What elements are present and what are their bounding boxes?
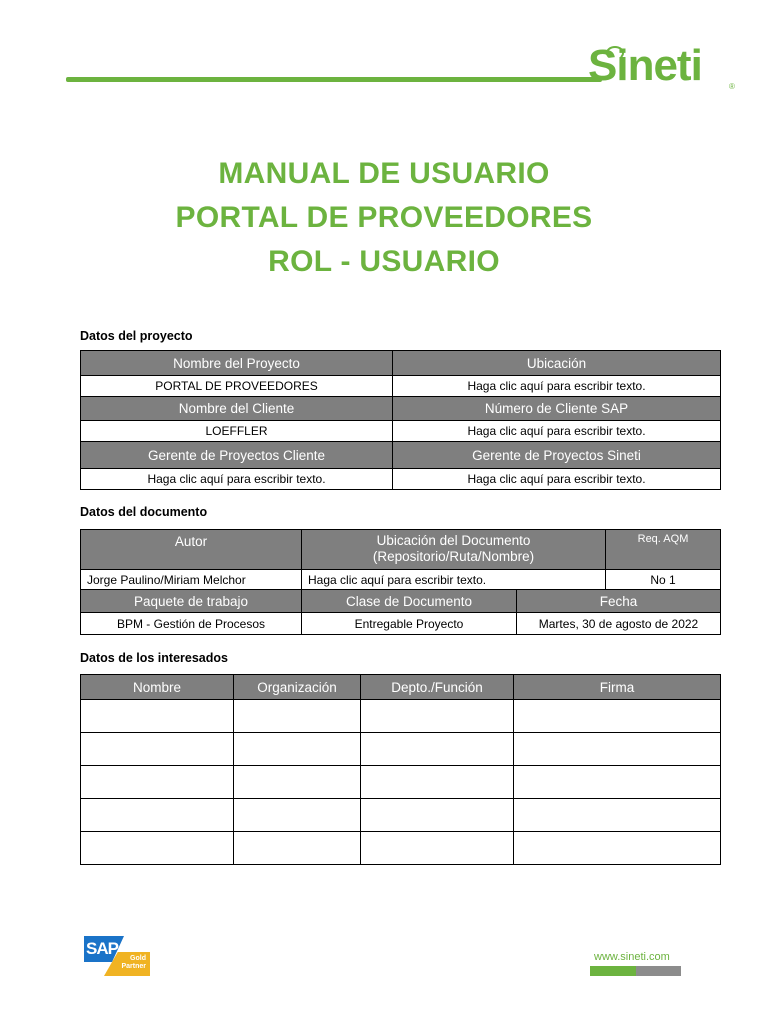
header-client-sap: Número de Cliente SAP <box>393 397 721 421</box>
table-row <box>81 733 721 766</box>
stakeholder-org-cell[interactable] <box>234 799 361 832</box>
document-title <box>0 152 768 284</box>
stakeholders-table <box>80 674 721 865</box>
table-row <box>81 766 721 799</box>
stakeholder-signature-cell[interactable] <box>514 799 721 832</box>
header-sineti-pm: Gerente de Proyectos Sineti <box>393 442 721 469</box>
table-row <box>81 469 721 490</box>
sineti-logo <box>588 40 738 96</box>
table-row <box>81 421 721 442</box>
header-doc-location-line1: Ubicación del Documento <box>376 533 531 548</box>
header-stakeholder-signature: Firma <box>514 675 721 700</box>
header-project-name: Nombre del Proyecto <box>81 351 393 376</box>
table-row <box>81 376 721 397</box>
stakeholder-signature-cell[interactable] <box>514 733 721 766</box>
doc-class-value: Entregable Proyecto <box>302 613 517 635</box>
header-doc-location-line2: (Repositorio/Ruta/Nombre) <box>372 549 535 564</box>
stakeholder-signature-cell[interactable] <box>514 700 721 733</box>
header-doc-location <box>302 530 606 570</box>
project-section-label: Datos del proyecto <box>80 329 193 343</box>
header-client-name: Nombre del Cliente <box>81 397 393 421</box>
logo-text: Sineti <box>588 41 702 90</box>
sap-gold-word: Gold <box>130 955 146 962</box>
stakeholder-name-cell[interactable] <box>81 832 234 865</box>
header-stakeholder-dept: Depto./Función <box>361 675 514 700</box>
document-table <box>80 529 721 635</box>
req-aqm-value: No 1 <box>606 570 721 590</box>
stakeholder-signature-cell[interactable] <box>514 766 721 799</box>
header-stakeholder-name: Nombre <box>81 675 234 700</box>
title-line-1: MANUAL DE USUARIO <box>218 157 550 190</box>
table-row <box>81 590 721 613</box>
stakeholder-name-cell[interactable] <box>81 799 234 832</box>
work-package-value: BPM - Gestión de Procesos <box>81 613 302 635</box>
document-section-label: Datos del documento <box>80 505 208 519</box>
header-rule <box>66 77 602 82</box>
logo-registered-mark: ® <box>729 82 735 91</box>
stakeholder-dept-cell[interactable] <box>361 733 514 766</box>
stakeholder-name-cell[interactable] <box>81 700 234 733</box>
title-line-2: PORTAL DE PROVEEDORES <box>175 201 593 234</box>
client-name-value: LOEFFLER <box>81 421 393 442</box>
sap-partner-word: Partner <box>121 963 146 970</box>
table-row <box>81 613 721 635</box>
table-row <box>81 675 721 700</box>
title-line-3: ROL - USUARIO <box>268 245 500 278</box>
stakeholders-section-label: Datos de los interesados <box>80 651 228 665</box>
footer-bar-gray <box>636 966 681 976</box>
stakeholder-dept-cell[interactable] <box>361 700 514 733</box>
stakeholder-dept-cell[interactable] <box>361 766 514 799</box>
stakeholder-name-cell[interactable] <box>81 733 234 766</box>
header-date: Fecha <box>517 590 721 613</box>
table-row <box>81 442 721 469</box>
stakeholder-dept-cell[interactable] <box>361 799 514 832</box>
table-row <box>81 530 721 570</box>
header-req-aqm: Req. AQM <box>606 530 721 570</box>
table-row <box>81 700 721 733</box>
header-work-package: Paquete de trabajo <box>81 590 302 613</box>
doc-location-value[interactable]: Haga clic aquí para escribir texto. <box>302 570 606 590</box>
project-table <box>80 350 721 490</box>
header-doc-class: Clase de Documento <box>302 590 517 613</box>
header-stakeholder-org: Organización <box>234 675 361 700</box>
table-row <box>81 570 721 590</box>
header-location: Ubicación <box>393 351 721 376</box>
footer-bar-green <box>590 966 636 976</box>
stakeholder-dept-cell[interactable] <box>361 832 514 865</box>
header-client-pm: Gerente de Proyectos Cliente <box>81 442 393 469</box>
stakeholder-org-cell[interactable] <box>234 733 361 766</box>
sap-text: SAP <box>86 939 118 958</box>
table-row <box>81 799 721 832</box>
stakeholder-org-cell[interactable] <box>234 832 361 865</box>
sineti-pm-value[interactable]: Haga clic aquí para escribir texto. <box>393 469 721 490</box>
stakeholder-org-cell[interactable] <box>234 766 361 799</box>
table-row <box>81 351 721 376</box>
footer-url-link[interactable]: www.sineti.com <box>594 951 670 963</box>
location-value[interactable]: Haga clic aquí para escribir texto. <box>393 376 721 397</box>
header-author: Autor <box>81 530 302 570</box>
client-pm-value[interactable]: Haga clic aquí para escribir texto. <box>81 469 393 490</box>
table-row <box>81 397 721 421</box>
date-value[interactable]: Martes, 30 de agosto de 2022 <box>517 613 721 635</box>
stakeholder-org-cell[interactable] <box>234 700 361 733</box>
client-sap-value[interactable]: Haga clic aquí para escribir texto. <box>393 421 721 442</box>
stakeholder-name-cell[interactable] <box>81 766 234 799</box>
stakeholder-signature-cell[interactable] <box>514 832 721 865</box>
sap-gold-text <box>120 955 146 971</box>
project-name-value: PORTAL DE PROVEEDORES <box>81 376 393 397</box>
sap-gold-partner-logo <box>84 936 152 978</box>
author-value: Jorge Paulino/Miriam Melchor <box>81 570 302 590</box>
table-row <box>81 832 721 865</box>
